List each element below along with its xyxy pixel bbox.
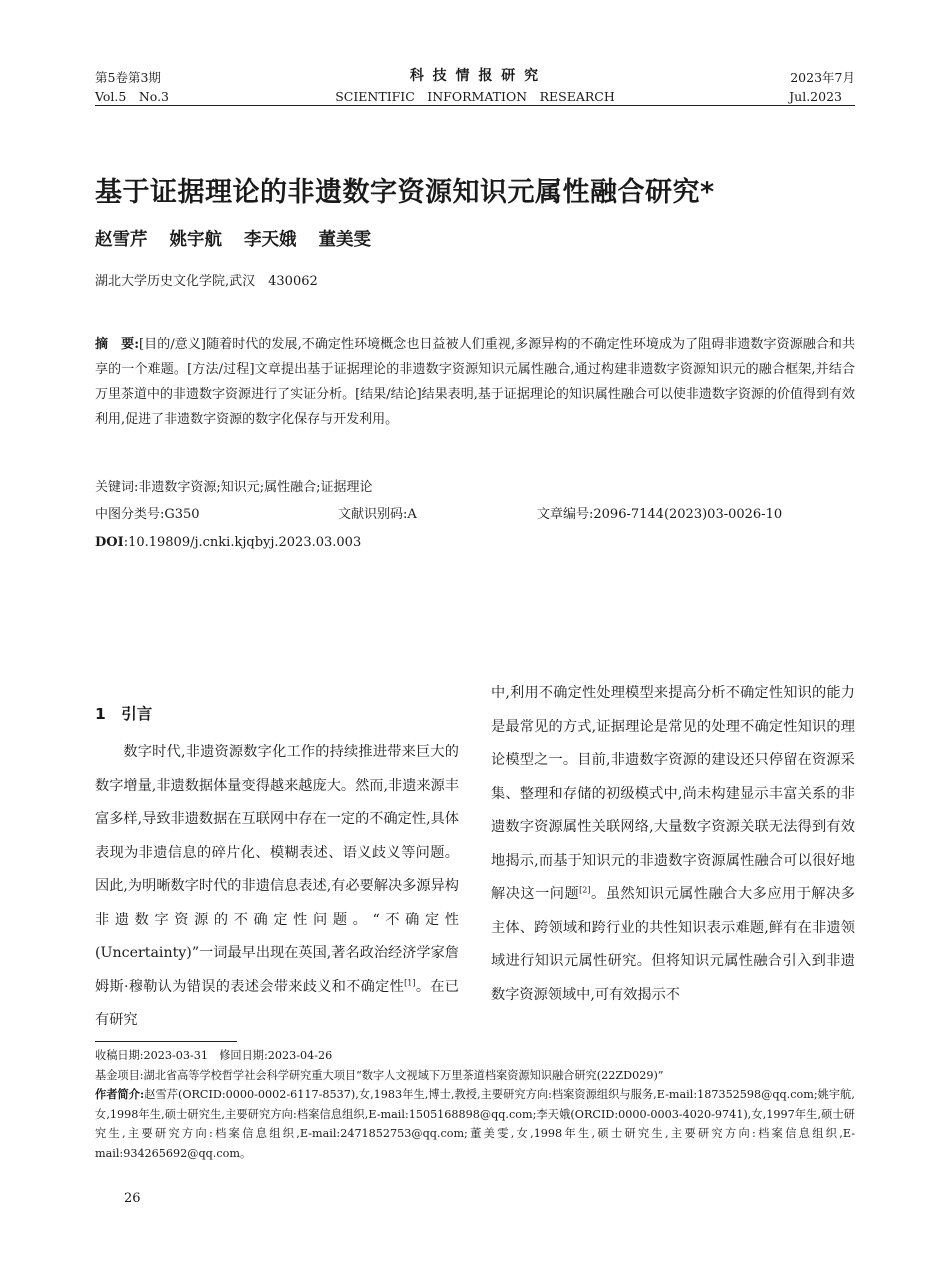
- author-name: 李天娥: [244, 230, 297, 250]
- footnotes: [95, 1046, 855, 1163]
- document-code: 文献识别码:A: [338, 507, 417, 522]
- body-paragraph: [95, 736, 459, 1038]
- received-dates: 收稿日期:2023-03-31 修回日期:2023-04-26: [95, 1049, 333, 1062]
- body-paragraph: [491, 677, 855, 1012]
- body-text: 中,利用不确定性处理模型来提高分析不确定性知识的能力是最常见的方式,证据理论是常见的处理不确定性知识的理论模型之一。目前,非遗数字资源的建设还只停留在资源采集、整理和存储的初级模式中,尚未构建显示丰富关系的非遗数字资源属性关联网络,大量数字资源关联无法得到有效地揭示,而基于知识元的非遗数字资源属性融合可以很好地解决这一问题: [491, 685, 855, 902]
- citation-ref[interactable]: [2]: [579, 885, 591, 895]
- abstract-label: 摘 要:: [95, 337, 140, 352]
- journal-title-en: SCIENTIFIC INFORMATION RESEARCH: [335, 89, 615, 104]
- body-text: 数字时代,非遗资源数字化工作的持续推进带来巨大的数字增量,非遗数据体量变得越来越庞大。然而,非遗来源丰富多样,导致非遗数据在互联网中存在一定的不确定性,具体表现为非遗信息的碎片化、模糊表述、语义歧义等问题。因此,为明晰数字时代的非遗信息表述,有必要解决多源异构非遗数字资源的不确定性问题。“不确定性(Uncertainty)”一词最早出现在英国,著名政治经济学家詹姆斯·穆勒认为错误的表述会带来歧义和不确定性: [95, 744, 459, 995]
- fund-info: 基金项目:湖北省高等学校哲学社会科学研究重大项目“数字人文视域下万里茶道档案资源知识融合研究(22ZD029)”: [95, 1068, 664, 1082]
- article-title: 基于证据理论的非遗数字资源知识元属性融合研究*: [95, 177, 715, 208]
- page-number: 26: [124, 1191, 141, 1206]
- header-rule: [95, 105, 855, 106]
- article-number: 文章编号:2096-7144(2023)03-0026-10: [537, 507, 783, 522]
- body-left-column: [95, 736, 459, 1038]
- affiliation: 湖北大学历史文化学院,武汉 430062: [95, 274, 318, 289]
- journal-title-cn: 科 技 情 报 研 究: [409, 68, 541, 84]
- doi-label: DOI: [95, 535, 124, 550]
- body-text: 。虽然知识元属性融合大多应用于解决多主体、跨领域和跨行业的共性知识表示难题,鲜有在非遗领域进行知识元属性研究。但将知识元属性融合引入到非遗数字资源领域中,可有效揭示不: [491, 886, 855, 1003]
- doi: [95, 531, 361, 555]
- body-right-column: [491, 677, 855, 1012]
- author-name: 董美雯: [318, 230, 371, 250]
- author-bio-label: 作者简介:: [95, 1087, 145, 1101]
- author-list: [95, 226, 393, 251]
- issue-date-en: Jul.2023: [789, 89, 842, 104]
- doi-value: :10.19809/j.cnki.kjqbyj.2023.03.003: [123, 535, 362, 550]
- author-name: 姚宇航: [169, 230, 222, 250]
- footnote-rule: [95, 1041, 237, 1042]
- journal-volume-cn: 第5卷第3期: [95, 70, 161, 85]
- keywords: 关键词:非遗数字资源;知识元;属性融合;证据理论: [95, 480, 373, 495]
- citation-ref[interactable]: [1]: [404, 977, 416, 987]
- body-text: 。在已有研究: [95, 978, 459, 1028]
- clc-number: 中图分类号:G350: [95, 507, 200, 522]
- abstract: [95, 332, 855, 432]
- author-name: 赵雪芹: [95, 230, 148, 250]
- author-bio: [95, 1085, 855, 1163]
- author-bio-text: 赵雪芹(ORCID:0000-0002-6117-8537),女,1983年生,博士,教授,主要研究方向:档案资源组织与服务,E-mail:187352598@qq.com;姚宇航,女,1998年生,硕士研究生,主要研究方向:档案信息组织,E-mail:1505168898@qq.com;李天娥(ORCID:0000-0003-4020-9741),女,1997年生,硕士研究生,主要研究方向:档案信息组织,E-mail:2471852753@qq.com;董美雯,女,1998年生,硕士研究生,主要研究方向:档案信息组织,E-mail:934265692@qq.com。: [95, 1088, 855, 1160]
- issue-date-cn: 2023年7月: [790, 70, 855, 85]
- abstract-text: [目的/意义]随着时代的发展,不确定性环境概念也日益被人们重视,多源异构的不确定性环境成为了阻碍非遗数字资源融合和共享的一个难题。[方法/过程]文章提出基于证据理论的非遗数字资源知识元属性融合,通过构建非遗数字资源知识元的融合框架,并结合万里茶道中的非遗数字资源进行了实证分析。[结果/结论]结果表明,基于证据理论的知识属性融合可以使非遗数字资源的价值得到有效利用,促进了非遗数字资源的数字化保存与开发利用。: [95, 337, 855, 427]
- section-heading: 1 引言: [95, 705, 153, 723]
- journal-volume-en: Vol.5 No.3: [95, 89, 169, 104]
